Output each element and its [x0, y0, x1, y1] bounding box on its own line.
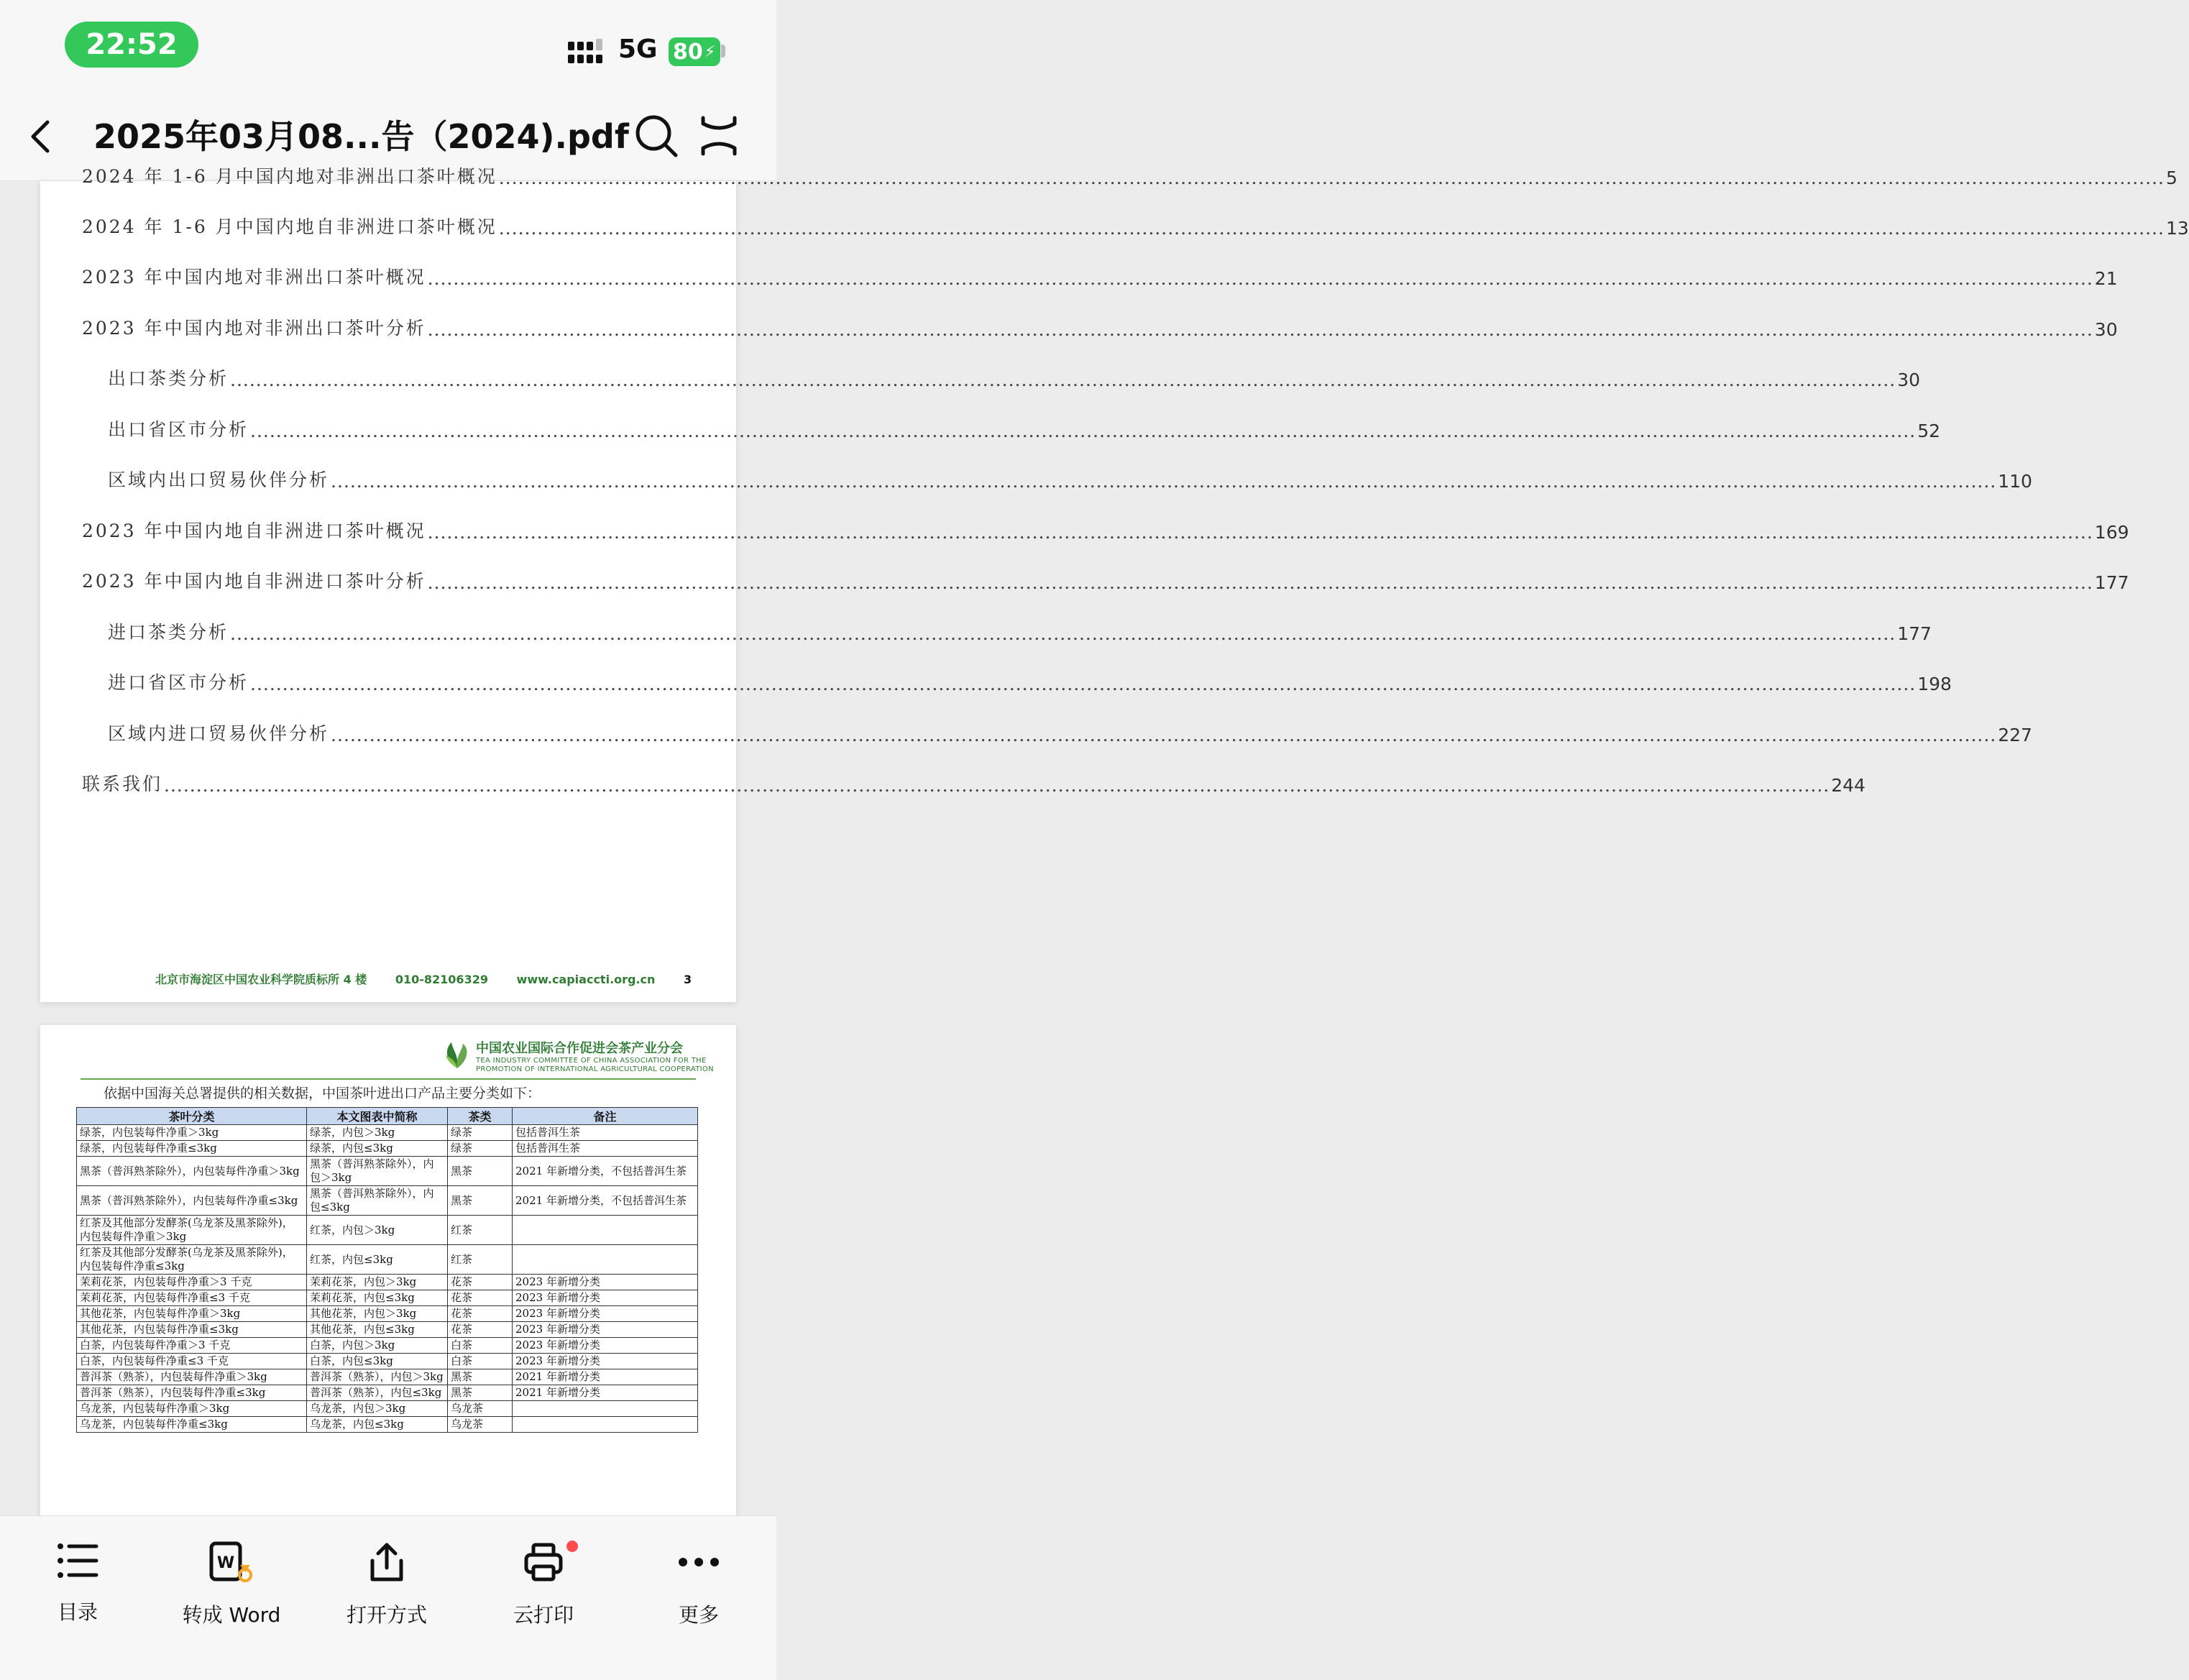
table-cell: 2023 年新增分类 — [513, 1290, 698, 1306]
table-cell: 花茶 — [448, 1275, 513, 1290]
battery-cap — [721, 45, 725, 58]
tea-leaf-logo-icon — [443, 1039, 472, 1070]
table-cell: 黑茶 — [448, 1157, 513, 1186]
table-cell: 包括普洱生茶 — [513, 1125, 698, 1141]
table-cell: 花茶 — [448, 1306, 513, 1322]
table-cell: 红茶 — [448, 1216, 513, 1245]
toc-entry[interactable]: 联系我们 ..... 244 — [82, 760, 735, 796]
table-cell: 黑茶 — [448, 1186, 513, 1216]
charging-icon: ⚡ — [704, 42, 716, 61]
table-cell: 黑茶（普洱熟茶除外），内包＞3kg — [307, 1157, 448, 1186]
table-cell: 茉莉花茶，内包＞3kg — [307, 1275, 448, 1290]
org-name-en-line2: PROMOTION OF INTERNATIONAL AGRICULTURAL COOPERATION — [476, 1065, 714, 1073]
table-cell: 白茶，内包＞3kg — [307, 1338, 448, 1354]
cloud-print-button[interactable]: 云打印 — [472, 1530, 615, 1653]
pdf-page-3 — [40, 166, 2189, 1002]
table-cell: 2021 年新增分类 — [513, 1385, 698, 1401]
table-cell: 红茶及其他部分发酵茶(乌龙茶及黑茶除外)，内包装每件净重＞3kg — [77, 1216, 307, 1245]
more-button[interactable]: 更多 — [627, 1530, 771, 1653]
printer-icon — [522, 1541, 565, 1584]
table-cell: 乌龙茶，内包≤3kg — [307, 1417, 448, 1433]
table-cell: 白茶 — [448, 1354, 513, 1369]
table-row — [77, 1275, 698, 1290]
table-cell: 2023 年新增分类 — [513, 1306, 698, 1322]
table-cell: 乌龙茶，内包装每件净重＞3kg — [77, 1401, 307, 1417]
table-cell: 其他花茶，内包≤3kg — [307, 1322, 448, 1338]
table-cell: 乌龙茶，内包＞3kg — [307, 1401, 448, 1417]
table-row — [77, 1369, 698, 1385]
table-cell: 黑茶（普洱熟茶除外），内包≤3kg — [307, 1186, 448, 1216]
table-cell: 普洱茶（熟茶），内包＞3kg — [307, 1369, 448, 1385]
table-row — [77, 1186, 698, 1216]
table-cell: 白茶，内包≤3kg — [307, 1354, 448, 1369]
table-cell: 2023 年新增分类 — [513, 1354, 698, 1369]
page-footer — [155, 970, 692, 987]
table-cell: 花茶 — [448, 1322, 513, 1338]
footer-page-number: 3 — [684, 973, 692, 986]
org-name-en-line1: TEA INDUSTRY COMMITTEE OF CHINA ASSOCIATION FOR THE — [476, 1057, 707, 1065]
table-cell: 茉莉花茶，内包装每件净重＞3 千克 — [77, 1275, 307, 1290]
more-icon — [676, 1541, 722, 1584]
table-cell: 乌龙茶 — [448, 1417, 513, 1433]
toc-entry[interactable]: 进口茶类分析 ..... 177 — [108, 608, 735, 644]
bottom-toolbar — [0, 1515, 776, 1680]
svg-text:W: W — [216, 1554, 235, 1572]
table-row — [77, 1290, 698, 1306]
table-cell: 红茶，内包＞3kg — [307, 1216, 448, 1245]
table-cell: 茉莉花茶，内包≤3kg — [307, 1290, 448, 1306]
toc-entry[interactable]: 区域内进口贸易伙伴分析 ..... 227 — [108, 710, 735, 745]
status-time: 22:52 — [65, 22, 198, 68]
table-cell: 绿茶，内包＞3kg — [307, 1125, 448, 1141]
table-cell: 包括普洱生茶 — [513, 1141, 698, 1157]
table-row — [77, 1354, 698, 1369]
table-cell: 2021 年新增分类，不包括普洱生茶 — [513, 1186, 698, 1216]
table-row — [77, 1401, 698, 1417]
table-cell — [513, 1401, 698, 1417]
table-cell: 白茶 — [448, 1338, 513, 1354]
list-icon — [56, 1541, 99, 1581]
toc-button[interactable]: 目录 — [6, 1530, 150, 1653]
table-cell — [513, 1216, 698, 1245]
table-cell: 黑茶（普洱熟茶除外），内包装每件净重＞3kg — [77, 1157, 307, 1186]
table-cell: 绿茶，内包≤3kg — [307, 1141, 448, 1157]
table-row — [77, 1245, 698, 1275]
footer-website: www.capiaccti.org.cn — [516, 973, 656, 986]
signal-icon — [568, 39, 607, 65]
toc-entry[interactable]: 2023 年中国内地自非洲进口茶叶概况 ..... 169 — [82, 507, 735, 543]
toc-entry[interactable]: 出口省区市分析 ..... 52 — [108, 405, 735, 441]
column-header: 备注 — [513, 1108, 698, 1125]
toc-entry[interactable]: 2024 年 1-6 月中国内地对非洲出口茶叶概况 ..... 5 — [82, 152, 735, 188]
table-cell: 花茶 — [448, 1290, 513, 1306]
table-cell: 绿茶 — [448, 1125, 513, 1141]
status-bar — [0, 0, 776, 93]
table-cell — [513, 1245, 698, 1275]
table-cell: 其他花茶，内包装每件净重＞3kg — [77, 1306, 307, 1322]
table-cell: 其他花茶，内包装每件净重≤3kg — [77, 1322, 307, 1338]
table-row — [77, 1125, 698, 1141]
battery-indicator — [669, 37, 720, 66]
table-row — [77, 1417, 698, 1433]
table-cell: 黑茶（普洱熟茶除外），内包装每件净重≤3kg — [77, 1186, 307, 1216]
table-cell: 白茶，内包装每件净重＞3 千克 — [77, 1338, 307, 1354]
table-row — [77, 1141, 698, 1157]
table-cell: 红茶 — [448, 1245, 513, 1275]
open-with-button[interactable]: 打开方式 — [315, 1530, 459, 1653]
document-title: 2025年03月08...告（2024).pdf — [93, 117, 629, 156]
table-cell: 绿茶，内包装每件净重＞3kg — [77, 1125, 307, 1141]
tea-classification-table — [76, 1107, 698, 1433]
table-row — [77, 1322, 698, 1338]
toc-entry[interactable]: 2023 年中国内地对非洲出口茶叶分析 ..... 30 — [82, 304, 735, 340]
footer-phone: 010-82106329 — [395, 973, 488, 986]
column-header: 茶叶分类 — [77, 1108, 307, 1125]
toc-entry[interactable]: 2024 年 1-6 月中国内地自非洲进口茶叶概况 ..... 13 — [82, 203, 735, 239]
toc-entry[interactable]: 出口茶类分析 ..... 30 — [108, 354, 735, 390]
table-cell: 黑茶 — [448, 1385, 513, 1401]
table-cell: 2021 年新增分类，不包括普洱生茶 — [513, 1157, 698, 1186]
word-convert-icon — [208, 1541, 254, 1584]
footer-address: 北京市海淀区中国农业科学院质标所 4 楼 — [155, 973, 367, 986]
table-row — [77, 1216, 698, 1245]
table-cell: 2023 年新增分类 — [513, 1322, 698, 1338]
notification-dot — [566, 1541, 578, 1552]
toc-entry[interactable]: 区域内出口贸易伙伴分析 ..... 110 — [108, 456, 735, 492]
table-cell: 普洱茶（熟茶），内包装每件净重＞3kg — [77, 1369, 307, 1385]
table-row — [77, 1338, 698, 1354]
intro-paragraph: 依据中国海关总署提供的相关数据，中国茶叶进出口产品主要分类如下： — [104, 1085, 541, 1101]
header-divider — [81, 1078, 696, 1080]
table-cell: 乌龙茶，内包装每件净重≤3kg — [77, 1417, 307, 1433]
table-cell: 其他花茶，内包＞3kg — [307, 1306, 448, 1322]
table-cell: 黑茶 — [448, 1369, 513, 1385]
back-button[interactable] — [20, 115, 63, 158]
column-header: 茶类 — [448, 1108, 513, 1125]
table-cell — [513, 1417, 698, 1433]
org-name-cn: 中国农业国际合作促进会茶产业分会 — [476, 1041, 683, 1056]
table-cell: 茉莉花茶，内包装每件净重≤3 千克 — [77, 1290, 307, 1306]
table-cell: 绿茶 — [448, 1141, 513, 1157]
column-header: 本文图表中简称 — [307, 1108, 448, 1125]
table-cell: 乌龙茶 — [448, 1401, 513, 1417]
battery-level: 80 — [673, 39, 703, 65]
share-icon — [365, 1541, 408, 1584]
table-header-row — [77, 1108, 698, 1125]
table-cell: 绿茶，内包装每件净重≤3kg — [77, 1141, 307, 1157]
table-cell: 白茶，内包装每件净重≤3 千克 — [77, 1354, 307, 1369]
toc-entry[interactable]: 进口省区市分析 ..... 198 — [108, 658, 735, 694]
table-cell: 红茶及其他部分发酵茶(乌龙茶及黑茶除外)，内包装每件净重≤3kg — [77, 1245, 307, 1275]
table-cell: 2021 年新增分类 — [513, 1369, 698, 1385]
table-row — [77, 1306, 698, 1322]
table-cell: 2023 年新增分类 — [513, 1338, 698, 1354]
pdf-page-4 — [40, 1025, 736, 1521]
network-type: 5G — [618, 35, 658, 64]
table-row — [77, 1385, 698, 1401]
table-cell: 2023 年新增分类 — [513, 1275, 698, 1290]
table-cell: 普洱茶（熟茶），内包≤3kg — [307, 1385, 448, 1401]
expand-icon[interactable] — [697, 114, 740, 158]
table-cell: 红茶，内包≤3kg — [307, 1245, 448, 1275]
toc-entry[interactable]: 2023 年中国内地对非洲出口茶叶概况 ..... 21 — [82, 253, 735, 289]
convert-word-button[interactable]: W 转成 Word — [160, 1530, 303, 1653]
toc-entry[interactable]: 2023 年中国内地自非洲进口茶叶分析 ..... 177 — [82, 557, 735, 593]
table-row — [77, 1157, 698, 1186]
table-cell: 普洱茶（熟茶），内包装每件净重≤3kg — [77, 1385, 307, 1401]
